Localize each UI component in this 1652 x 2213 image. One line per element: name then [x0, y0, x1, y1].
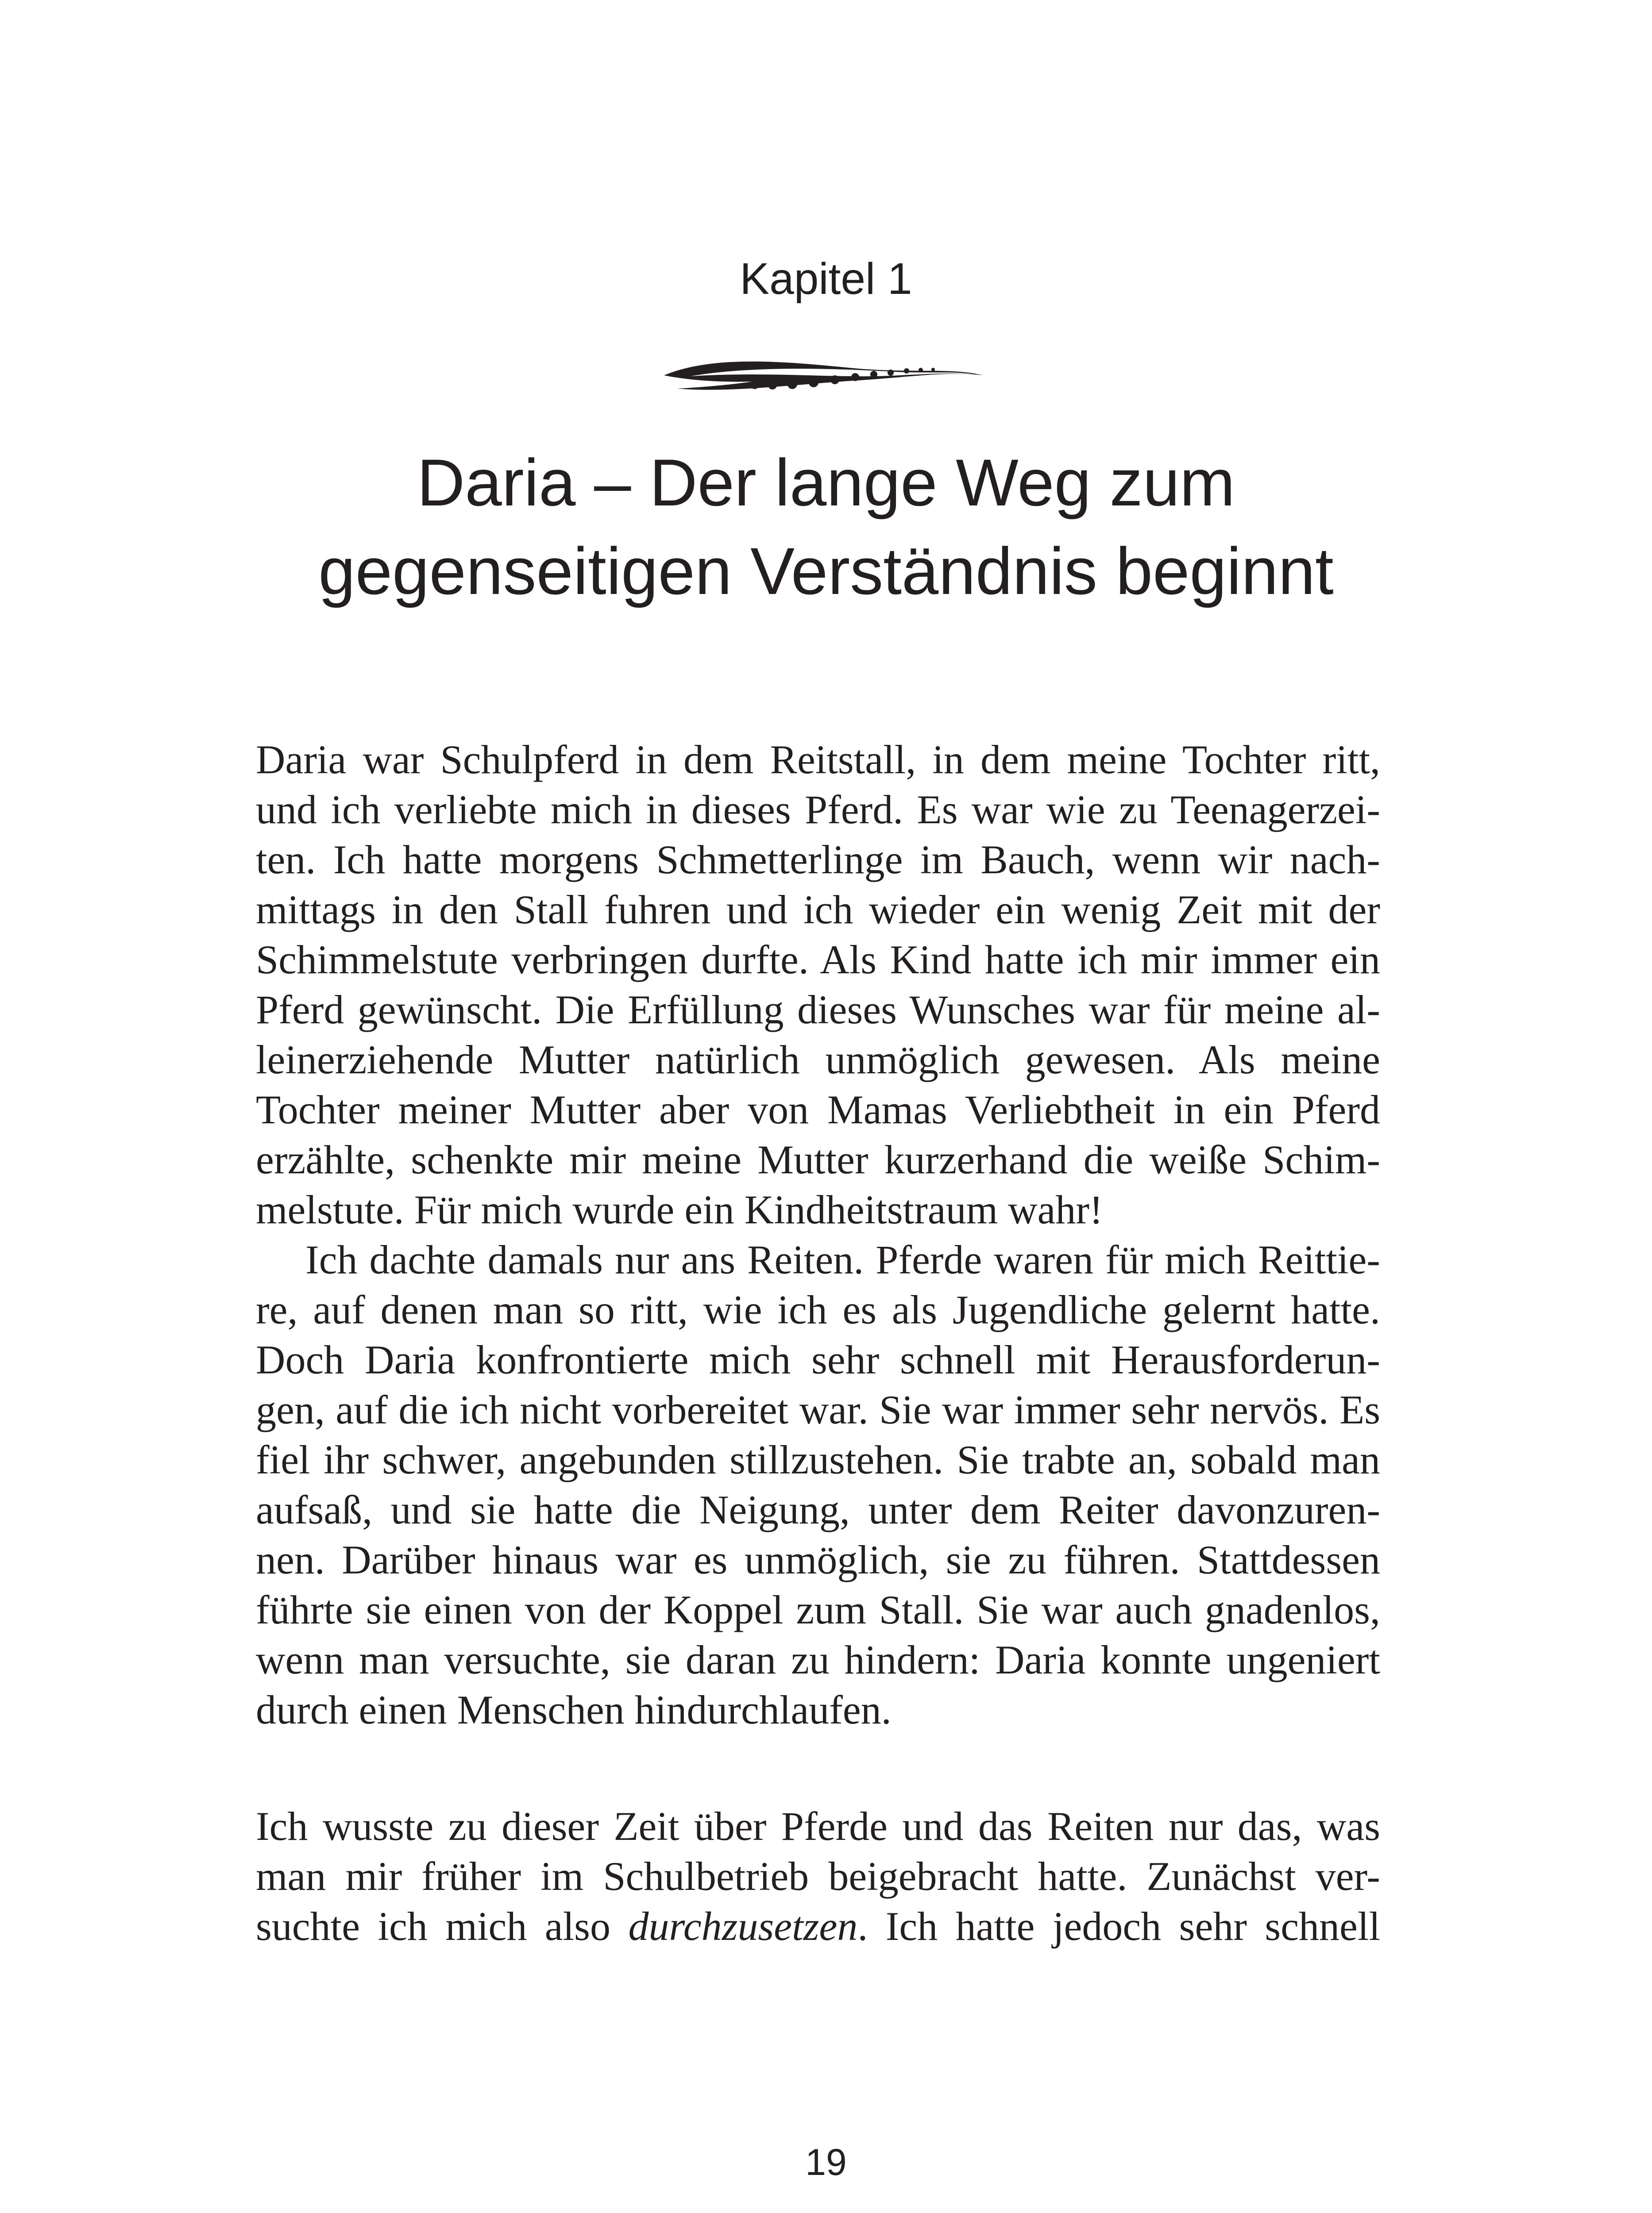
text-line: Doch Daria konfrontierte mich sehr schnell mit Herausforderun- [256, 1337, 1380, 1382]
text-line: Ich dachte damals nur ans Reiten. Pferde waren für mich Reittie- [305, 1237, 1380, 1282]
text-line: man mir früher im Schulbetrieb beigebracht hatte. Zunächst ver- [256, 1854, 1380, 1899]
text-run: . Ich hatte jedoch sehr schnell [857, 1904, 1381, 1949]
text-line: mittags in den Stall fuhren und ich wieder ein wenig Zeit mit der [256, 887, 1380, 932]
paragraph-2 [256, 1235, 1380, 1735]
text-line: aufsaß, und sie hatte die Neigung, unter dem Reiter davonzuren- [256, 1487, 1380, 1532]
text-line: wenn man versuchte, sie daran zu hindern: Daria konnte ungeniert [256, 1637, 1380, 1682]
text-line: Daria war Schulpferd in dem Reitstall, in dem meine Tochter ritt, [256, 737, 1380, 782]
italic-emphasis: durchzusetzen [628, 1904, 858, 1949]
text-line: fiel ihr schwer, angebunden stillzustehen. Sie trabte an, sobald man [256, 1437, 1380, 1482]
text-line: ten. Ich hatte morgens Schmetterlinge im Bauch, wenn wir nach- [256, 837, 1380, 882]
text-line: Pferd gewünscht. Die Erfüllung dieses Wunsches war für meine al- [256, 987, 1380, 1032]
text-run: suchte ich mich also [256, 1904, 629, 1949]
text-line: und ich verliebte mich in dieses Pferd. Es war wie zu Teenagerzei- [256, 787, 1380, 832]
text-line [256, 1901, 1380, 1951]
chapter-title-line: Daria – Der lange Weg zum [417, 445, 1235, 520]
chapter-title [0, 438, 1652, 615]
text-line: erzählte, schenkte mir meine Mutter kurzerhand die weiße Schim- [256, 1137, 1380, 1182]
paragraph-1 [256, 735, 1380, 1235]
paragraph-3 [256, 1801, 1380, 1951]
page-number: 19 [805, 2141, 847, 2183]
text-line: führte sie einen von der Koppel zum Stall. Sie war auch gnadenlos, [256, 1587, 1380, 1632]
text-line: re, auf denen man so ritt, wie ich es als Jugendliche gelernt hatte. [256, 1287, 1380, 1332]
text-line: leinerziehende Mutter natürlich unmöglich gewesen. Als meine [256, 1037, 1380, 1082]
swirl-dots-ornament-icon [664, 350, 983, 398]
chapter-title-line: gegenseitigen Verständnis beginnt [318, 534, 1334, 608]
chapter-label: Kapitel 1 [740, 254, 912, 304]
text-line: Tochter meiner Mutter aber von Mamas Verliebtheit in ein Pferd [256, 1087, 1380, 1132]
text-line: Ich wusste zu dieser Zeit über Pferde und das Reiten nur das, was [256, 1804, 1380, 1849]
text-line: melstute. Für mich wurde ein Kindheitstraum wahr! [256, 1187, 1103, 1232]
text-line: nen. Darüber hinaus war es unmöglich, sie zu führen. Stattdessen [256, 1537, 1380, 1582]
text-line: durch einen Menschen hindurchlaufen. [256, 1687, 892, 1732]
text-line: gen, auf die ich nicht vorbereitet war. Sie war immer sehr nervös. Es [256, 1387, 1380, 1432]
text-line: Schimmelstute verbringen durfte. Als Kind hatte ich mir immer ein [256, 937, 1380, 982]
